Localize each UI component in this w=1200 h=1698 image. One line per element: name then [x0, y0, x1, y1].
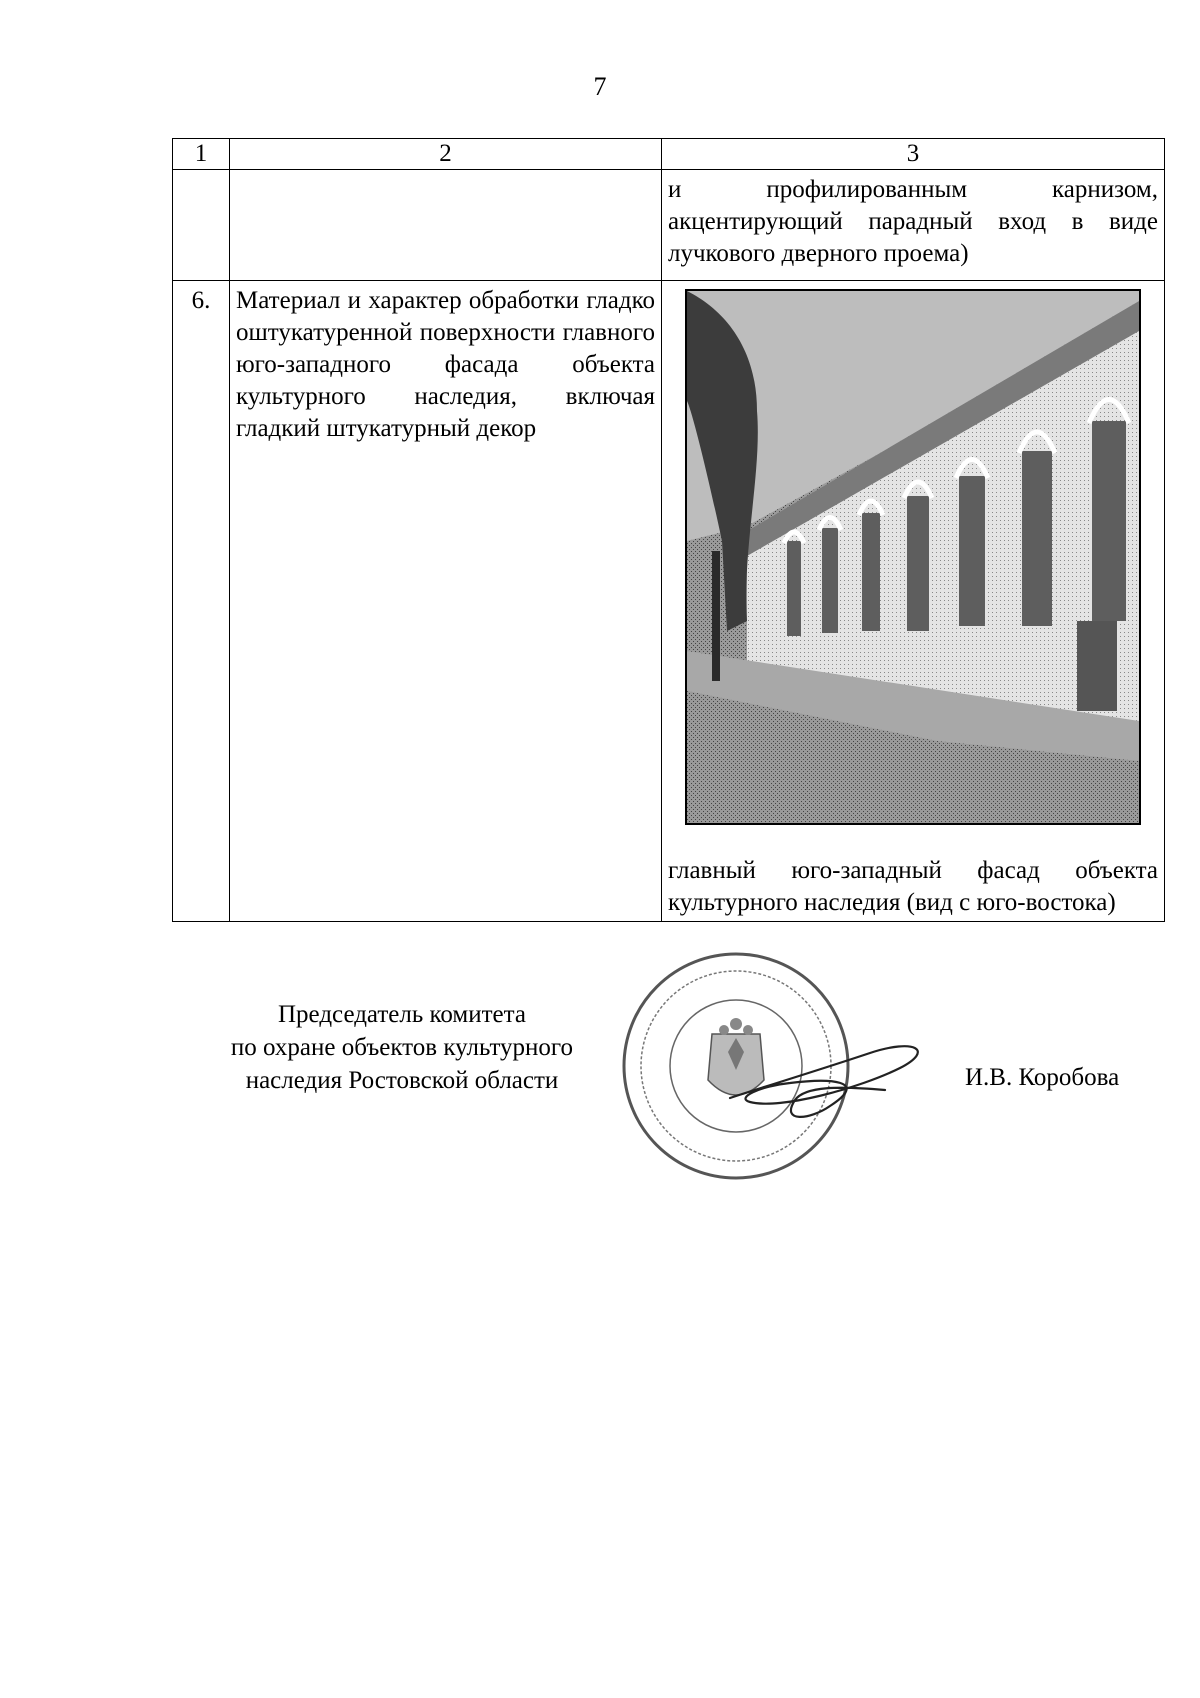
position-line-2: по охране объектов культурного [230, 1034, 574, 1061]
header-col-2: 2 [230, 139, 662, 170]
signatory-position [192, 998, 612, 1097]
table-row-continued [173, 170, 1165, 281]
header-col-1: 1 [173, 139, 230, 170]
row-6-number: 6. [173, 281, 230, 922]
position-line-3: наследия Ростовской области [245, 1067, 559, 1094]
handwritten-signature [720, 1028, 940, 1138]
position-line-1: Председатель комитета [278, 1001, 526, 1028]
facade-photo [685, 289, 1141, 825]
page-number: 7 [593, 72, 607, 101]
row-6-photo-caption: главный юго-западный фасад объекта культурного наследия (вид с юго-востока) [668, 857, 1158, 916]
cell-number [173, 170, 230, 281]
cell-description [230, 170, 662, 281]
row-6-photo-cell [662, 281, 1165, 922]
signatory-name: И.В. Коробова [965, 1064, 1120, 1091]
table-row-6 [173, 281, 1165, 922]
table-header-row [173, 139, 1165, 170]
cell-continued-text: и профилированным карнизом, акцентирующий парадный вход в виде лучкового дверного проема) [662, 170, 1165, 281]
header-col-3: 3 [662, 139, 1165, 170]
row-6-description: Материал и характер обработки гладко оштукатуренной поверхности главного юго-западного фасада объекта культурного наследия, включая гладкий штукатурный декор [230, 281, 662, 922]
heritage-table [172, 138, 1165, 922]
